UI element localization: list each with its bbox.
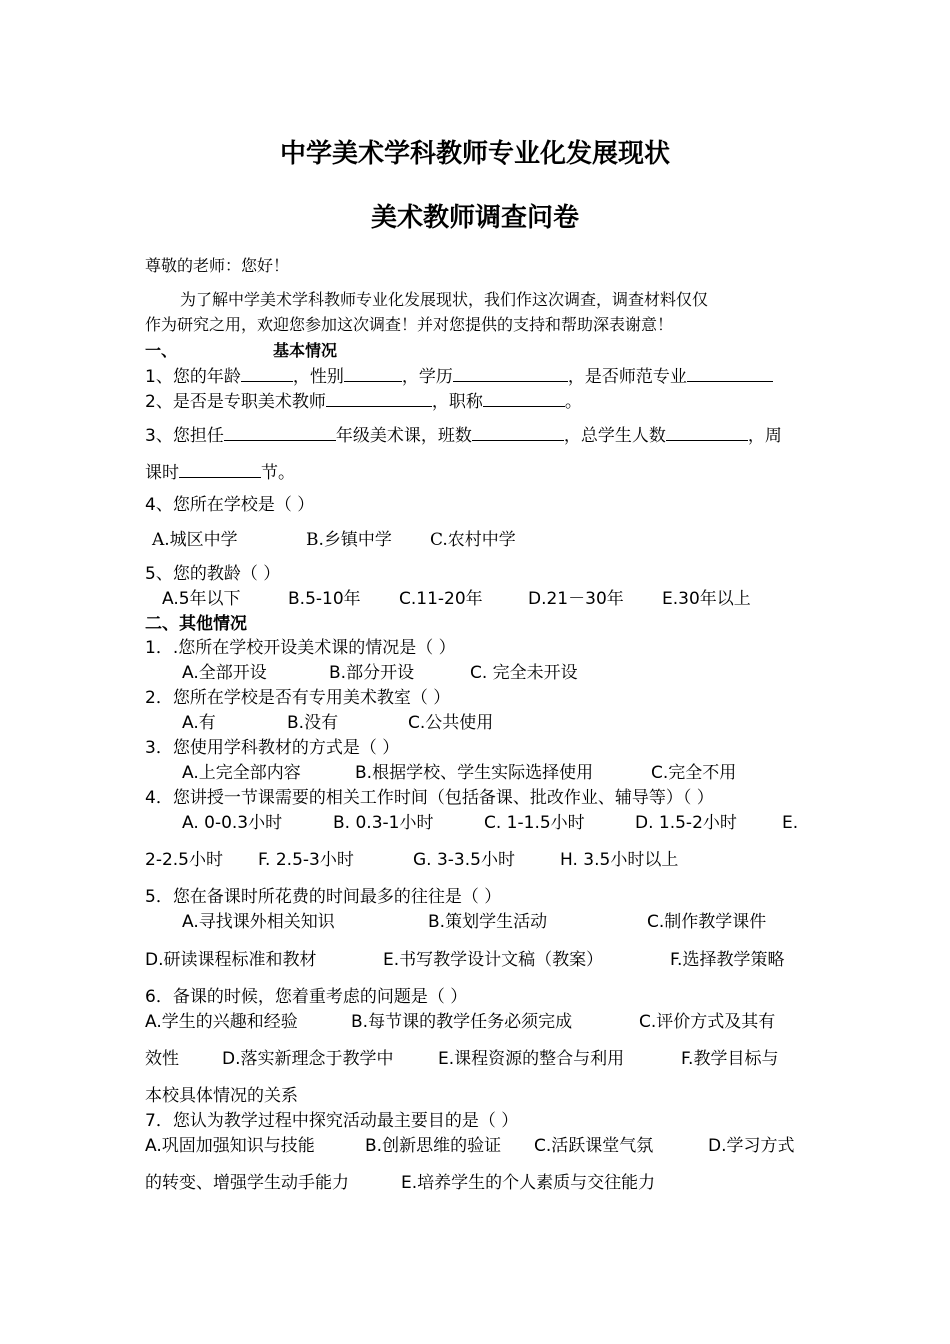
section-1-number: 一、 xyxy=(145,341,178,360)
other-q1-option-a[interactable]: A.全部开设 xyxy=(182,663,267,683)
basic-q2 xyxy=(145,390,582,412)
other-q4-option-g[interactable]: G. 3-3.5小时 xyxy=(413,850,515,870)
basic-q5-option-e[interactable]: E.30年以上 xyxy=(662,589,751,609)
basic-q1-gender-label: ，性别 xyxy=(292,367,344,387)
document-subtitle: 美术教师调查问卷 xyxy=(370,203,579,233)
other-q7-stem: 7．您认为教学过程中探究活动最主要目的是（ ） xyxy=(145,1111,519,1131)
other-q6-option-a[interactable]: A.学生的兴趣和经验 xyxy=(145,1012,298,1032)
other-q5-option-e[interactable]: E.书写教学设计文稿（教案） xyxy=(383,950,604,970)
gender-field[interactable] xyxy=(344,365,402,382)
basic-q2-label: 2、是否是专职美术教师 xyxy=(145,392,326,412)
basic-q4-option-a[interactable]: A.城区中学 xyxy=(152,530,238,550)
other-q4-stem: 4．您讲授一节课需要的相关工作时间（包括备课、批改作业、辅导等）（ ） xyxy=(145,788,714,808)
grade-field[interactable] xyxy=(224,424,336,441)
basic-q3-classes-label: 年级美术课，班数 xyxy=(335,426,472,446)
other-q7-option-e[interactable]: E.培养学生的个人素质与交往能力 xyxy=(401,1173,656,1193)
other-q7-option-c[interactable]: C.活跃课堂气氛 xyxy=(534,1136,654,1156)
basic-q5-option-c[interactable]: C.11-20年 xyxy=(399,589,483,609)
other-q3-option-c[interactable]: C.完全不用 xyxy=(651,763,737,783)
basic-q2-end: 。 xyxy=(564,392,582,412)
professional-title-field[interactable] xyxy=(483,390,565,407)
basic-q1 xyxy=(145,365,773,387)
other-q6-option-b[interactable]: B.每节课的教学任务必须完成 xyxy=(351,1012,573,1032)
basic-q4-stem: 4、您所在学校是（ ） xyxy=(145,495,315,515)
weekly-hours-field[interactable] xyxy=(179,461,261,478)
other-q4-option-b[interactable]: B. 0.3-1小时 xyxy=(333,813,434,833)
other-q2-stem: 2．您所在学校是否有专用美术教室（ ） xyxy=(145,688,451,708)
basic-q3-cont xyxy=(145,461,295,483)
greeting: 尊敬的老师：您好！ xyxy=(145,256,290,275)
other-q6-option-d[interactable]: D.落实新理念于教学中 xyxy=(222,1049,394,1069)
other-q7-option-d[interactable]: D.学习方式 xyxy=(708,1136,795,1156)
basic-q5-option-b[interactable]: B.5-10年 xyxy=(288,589,361,609)
class-count-field[interactable] xyxy=(472,424,564,441)
fulltime-field[interactable] xyxy=(326,390,432,407)
student-count-field[interactable] xyxy=(666,424,748,441)
other-q5-option-d[interactable]: D.研读课程标准和教材 xyxy=(145,950,317,970)
basic-q1-education-label: ，学历 xyxy=(401,367,453,387)
basic-q3 xyxy=(145,424,782,446)
other-q4-option-h[interactable]: H. 3.5小时以上 xyxy=(560,850,679,870)
other-q4-option-c[interactable]: C. 1-1.5小时 xyxy=(484,813,585,833)
other-q4-option-f[interactable]: F. 2.5-3小时 xyxy=(258,850,354,870)
other-q7-option-d-cont: 的转变、增强学生动手能力 xyxy=(145,1173,349,1193)
education-field[interactable] xyxy=(453,365,568,382)
other-q6-option-f[interactable]: F.教学目标与 xyxy=(681,1049,779,1069)
basic-q4-option-b[interactable]: B.乡镇中学 xyxy=(306,530,392,550)
other-q1-option-c[interactable]: C. 完全未开设 xyxy=(470,663,578,683)
other-q2-option-b[interactable]: B.没有 xyxy=(287,713,339,733)
other-q6-option-c-cont: 效性 xyxy=(145,1049,179,1069)
basic-q5-option-a[interactable]: A.5年以下 xyxy=(162,589,241,609)
other-q4-option-e[interactable]: E. xyxy=(782,813,799,833)
other-q7-option-b[interactable]: B.创新思维的验证 xyxy=(365,1136,502,1156)
section-2-title: 二、其他情况 xyxy=(145,614,247,634)
other-q3-option-b[interactable]: B.根据学校、学生实际选择使用 xyxy=(355,763,594,783)
other-q4-option-a[interactable]: A. 0-0.3小时 xyxy=(182,813,283,833)
basic-q1-normal-major-label: ，是否师范专业 xyxy=(567,367,687,387)
basic-q4-option-c[interactable]: C.农村中学 xyxy=(430,530,516,550)
other-q2-option-c[interactable]: C.公共使用 xyxy=(408,713,494,733)
basic-q5-stem: 5、您的教龄（ ） xyxy=(145,564,281,584)
other-q3-option-a[interactable]: A.上完全部内容 xyxy=(182,763,301,783)
basic-q5-option-d[interactable]: D.21－30年 xyxy=(528,589,624,609)
document-title: 中学美术学科教师专业化发展现状 xyxy=(279,139,670,169)
other-q1-option-b[interactable]: B.部分开设 xyxy=(329,663,415,683)
basic-q3-hours-label: 课时 xyxy=(145,463,179,483)
other-q3-stem: 3．您使用学科教材的方式是（ ） xyxy=(145,738,400,758)
other-q2-option-a[interactable]: A.有 xyxy=(182,713,216,733)
other-q5-option-c[interactable]: C.制作教学课件 xyxy=(647,912,767,932)
other-q6-stem: 6．备课的时候，您着重考虑的问题是（ ） xyxy=(145,987,468,1007)
other-q5-option-a[interactable]: A.寻找课外相关知识 xyxy=(182,912,335,932)
other-q4-option-e-cont: 2-2.5小时 xyxy=(145,850,223,870)
basic-q3-end: 节。 xyxy=(261,463,295,483)
basic-q2-title-label: ，职称 xyxy=(431,392,483,412)
intro-line-1: 为了解中学美术学科教师专业化发展现状，我们作这次调查，调查材料仅仅 xyxy=(180,290,709,309)
other-q6-option-c[interactable]: C.评价方式及其有 xyxy=(639,1012,776,1032)
basic-q3-students-label: ，总学生人数 xyxy=(563,426,666,446)
basic-q3-label: 3、您担任 xyxy=(145,426,224,446)
other-q5-option-b[interactable]: B.策划学生活动 xyxy=(428,912,548,932)
other-q1-stem: 1．.您所在学校开设美术课的情况是（ ） xyxy=(145,638,456,658)
other-q5-option-f[interactable]: F.选择教学策略 xyxy=(670,950,785,970)
other-q7-option-a[interactable]: A.巩固加强知识与技能 xyxy=(145,1136,315,1156)
intro-line-2: 作为研究之用，欢迎您参加这次调查！并对您提供的支持和帮助深表谢意！ xyxy=(145,315,674,334)
basic-q1-label: 1、您的年龄 xyxy=(145,367,241,387)
basic-q3-week-label: ，周 xyxy=(747,426,782,446)
other-q4-option-d[interactable]: D. 1.5-2小时 xyxy=(635,813,737,833)
other-q6-option-e[interactable]: E.课程资源的整合与利用 xyxy=(438,1049,625,1069)
section-1-title: 基本情况 xyxy=(273,341,338,360)
other-q6-option-f-cont: 本校具体情况的关系 xyxy=(145,1086,298,1106)
normal-major-field[interactable] xyxy=(687,365,773,382)
other-q5-stem: 5．您在备课时所花费的时间最多的往往是（ ） xyxy=(145,887,502,907)
age-field[interactable] xyxy=(241,365,293,382)
